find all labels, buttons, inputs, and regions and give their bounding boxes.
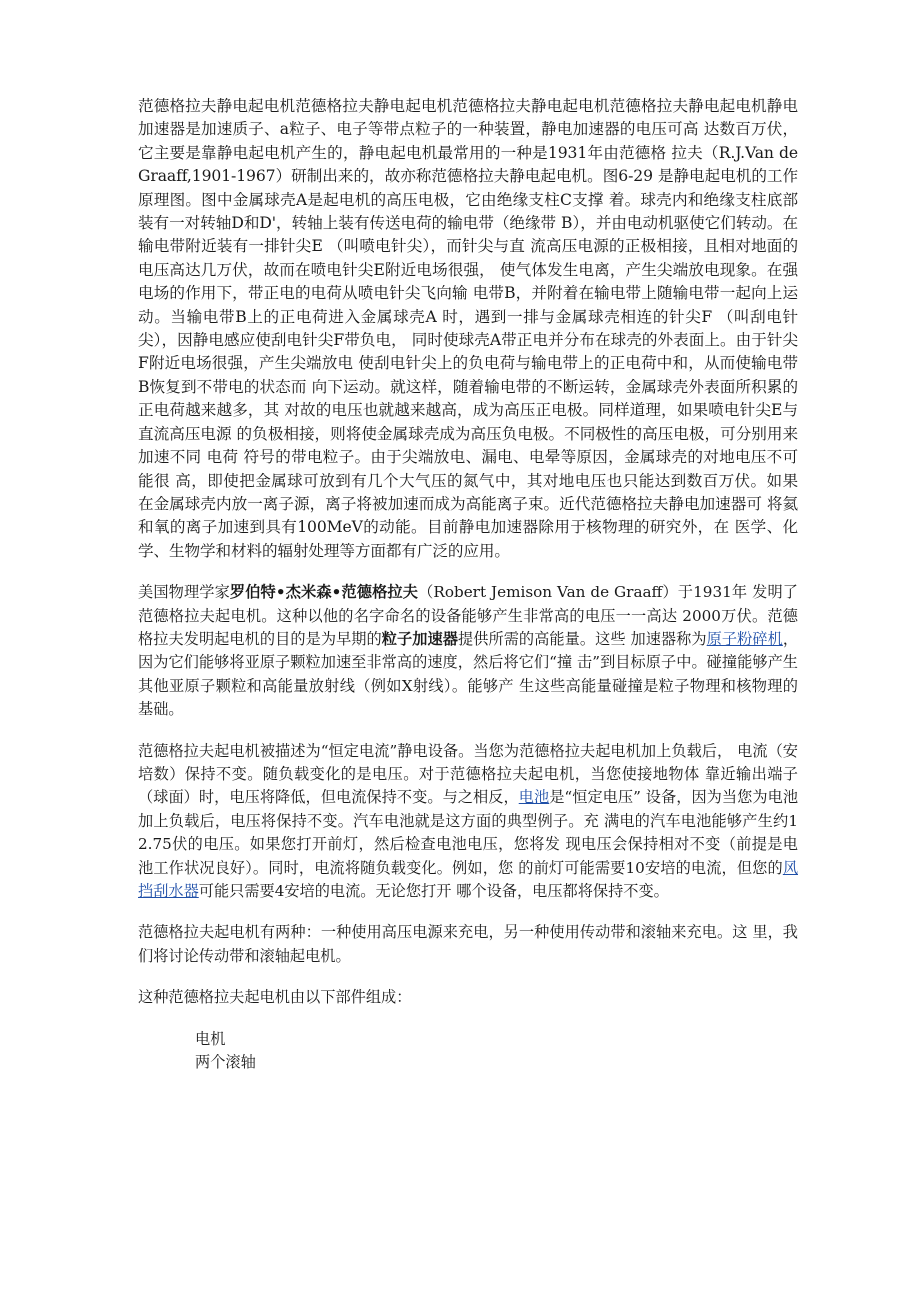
text-segment: 是“恒定电压” 设备，因为当您为电池加上负载后，电压将保持不变。汽车电池就是这方面的典型例子。充 满电的汽车电池能够产生约12.75伏的电压。如果您打开前灯，然后检查电池电压，您将发 现电压会保持相对不变（前提是电池工作状况良好）。同时，电流将随负载变化。例如，您 的前灯可能需要10安培的电流，但您的 [138, 788, 799, 877]
particle-accelerator-term: 粒子加速器 [381, 629, 458, 648]
text-segment: 提供所需的高能量。这些 加速器称为 [457, 629, 707, 648]
atom-smasher-link[interactable]: 原子粉碎机 [706, 629, 783, 648]
inventor-name-english: （Robert Jemison Van de Graaff） [418, 583, 678, 602]
paragraph-components-intro: 这种范德格拉夫起电机由以下部件组成： [138, 988, 412, 1007]
paragraph-constant-current [138, 740, 798, 904]
list-item: 电机 [195, 1029, 226, 1048]
windshield-wiper-link[interactable]: 风挡刮水器 [138, 858, 798, 900]
list-item: 两个滚轴 [195, 1053, 256, 1072]
text-segment: 于1931年 发明了范德格拉夫起电机。这种以他的名字命名的设备能够产生非常高的电压一一高达 2000万伏。范德格拉夫发明起电机的目的是为早期的 [138, 583, 798, 648]
text-segment: 范德格拉夫起电机被描述为“恒定电流”静电设备。当您为范德格拉夫起电机加上负载后， 电流（安培数）保持不变。随负载变化的是电压。对于范德格拉夫起电机，当您使接地物体 靠近输出端子（球面）时，电压将降低，但电流保持不变。与之相反， [138, 741, 798, 807]
paragraph-types: 范德格拉夫起电机有两种：一种使用高压电源来充电，另一种使用传动带和滚轴来充电。这 里，我们将讨论传动带和滚轴起电机。 [138, 923, 798, 965]
text-segment: 美国物理学家 [138, 583, 230, 602]
inventor-name: 罗伯特•杰米森•范德格拉夫 [229, 583, 419, 602]
component-list [138, 1028, 798, 1075]
battery-link[interactable]: 电池 [518, 788, 550, 807]
text-segment: 可能只需要4安培的电流。无论您打开 哪个设备，电压都将保持不变。 [198, 882, 669, 900]
paragraph-history [138, 581, 798, 721]
document-page [138, 95, 798, 1074]
paragraph-intro: 范德格拉夫静电起电机范德格拉夫静电起电机范德格拉夫静电起电机范德格拉夫静电起电机静电加速器是加速质子、a粒子、电子等带点粒子的一种装置，静电加速器的电压可高 达数百万伏，它主要是靠静电起电机产生的，静电起电机最常用的一种是1931年由范德格 拉夫（R.J.Van de Graaff,1901-1967）研制出来的，故亦称范德格拉夫静电起电机。图6-29 是静电起电机的工作原理图。图中金属球壳A是起电机的高压电极，它由绝缘支柱C支撑 着。球壳内和绝缘支柱底部装有一对转轴D和D'，转轴上装有传送电荷的输电带（绝缘带 B），并由电动机驱使它们转动。在输电带附近装有一排针尖E （叫喷电针尖），而针尖与直 流高压电源的正极相接，且相对地面的电压高达几万伏，故而在喷电针尖E附近电场很强， 使气体发生电离，产生尖端放电现象。在强电场的作用下，带正电的电荷从喷电针尖飞向输 电带B，并附着在输电带上随输电带一起向上运动。当输电带B上的正电荷进入金属球壳A 时，遇到一排与金属球壳相连的针尖F （叫刮电针尖），因静电感应使刮电针尖F带负电， 同时使球壳A带正电并分布在球壳的外表面上。由于针尖F附近电场很强，产生尖端放电 使刮电针尖上的负电荷与输电带上的正电荷中和，从而使输电带B恢复到不带电的状态而 向下运动。就这样，随着输电带的不断运转，金属球壳外表面所积累的正电荷越来越多，其 对故的电压也就越来越高，成为高压正电极。同样道理，如果喷电针尖E与直流高压电源 的负极相接，则将使金属球壳成为高压负电极。不同极性的高压电极，可分别用来加速不同 电荷 符号的带电粒子。由于尖端放电、漏电、电晕等原因，金属球壳的对地电压不可能很 高，即使把金属球可放到有几个大气压的氮气中，其对地电压也只能达到数百万伏。如果 在金属球壳内放一离子源，离子将被加速而成为高能离子束。近代范德格拉夫静电加速器可 将氦和氧的离子加速到具有100MeV的动能。目前静电加速器除用于核物理的研究外，在 医学、化学、生物学和材料的辐射处理等方面都有广泛的应用。 [138, 97, 798, 560]
text-segment: ，因为它们能够将亚原子颗粒加速至非常高的速度，然后将它们“撞 击”到目标原子中。碰撞能够产生其他亚原子颗粒和高能量放射线（例如X射线）。能够产 生这些高能量碰撞是粒子物理和核物理的基础。 [138, 629, 799, 719]
